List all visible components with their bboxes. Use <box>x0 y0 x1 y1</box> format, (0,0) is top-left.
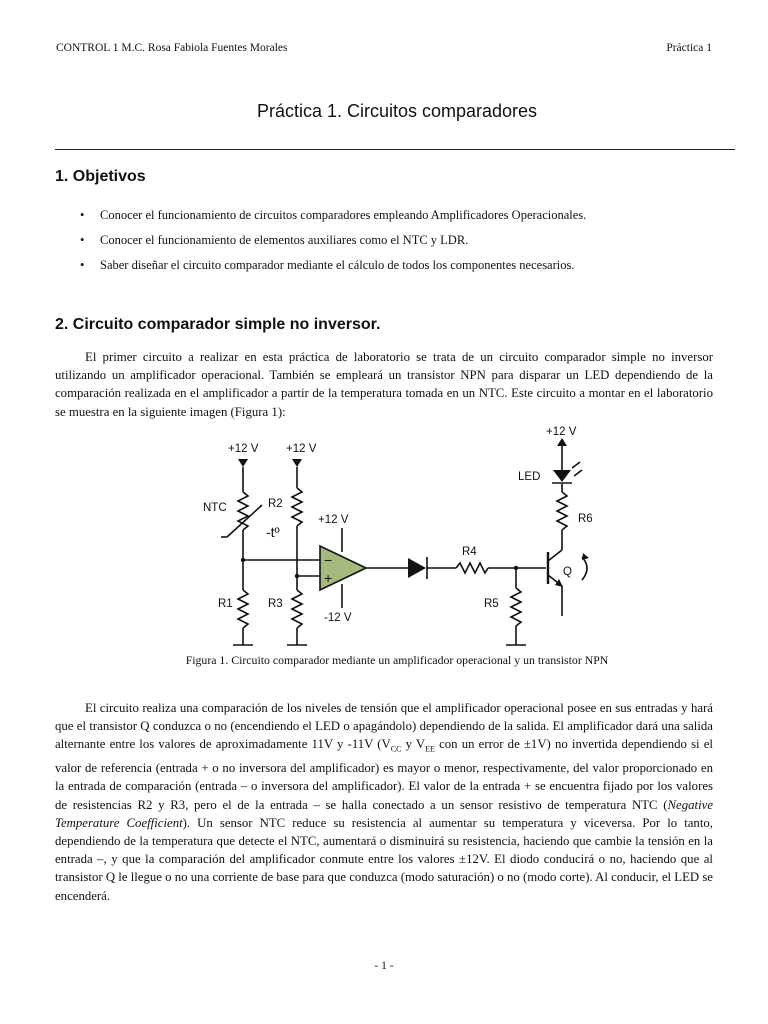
figure-caption: Figura 1. Circuito comparador mediante un amplificador operacional y un transistor NPN <box>185 653 609 667</box>
vcc-led-label: +12 V <box>546 426 577 438</box>
vcc-led-arrow <box>557 438 567 446</box>
transistor-q-label: Q <box>563 566 572 578</box>
page-number: - 1 - <box>374 960 394 972</box>
para2-sub-ee: EE <box>425 744 435 754</box>
ntc-label: NTC <box>203 502 227 514</box>
para2-part-c: con un error de ±1V) no invertida dependiendo si el valor de referencia (entrada + o no inversora del amplificador) es mayor o menor, respectivamente, del valor proporcionado en la entrada de comparación (entrada – o inversora del amplificador). El valor de la entrada + se encuentra fijado por los valores de resistencias R2 y R3, pero el de la entrada – se halla conectado a un sensor resistivo de temperatura NTC ( <box>55 737 713 812</box>
paragraph-intro: El primer circuito a realizar en esta práctica de laboratorio se trata de un circuito comparador simple no inversor utilizando un amplificador operacional. También se empleará un transistor NPN para disparar un LED dependiendo de la comparación realizada en el amplificador a partir de la temperatura tomada en un NTC. Este circuito a montar en el laboratorio se muestra en la siguiente imagen (Figura 1): <box>55 350 713 419</box>
emitter-arrow-icon <box>555 579 563 587</box>
junction-r2r3 <box>295 574 299 578</box>
diode-icon <box>408 558 426 578</box>
led-light-ray-1 <box>572 462 580 468</box>
r1-resistor <box>238 590 248 628</box>
list-item: • Conocer el funcionamiento de circuitos comparadores empleando Amplificadores Operacionales. <box>80 203 720 228</box>
r6-resistor <box>557 492 567 530</box>
r2-resistor <box>292 488 302 526</box>
header-left: CONTROL 1 M.C. Rosa Fabiola Fuentes Morales <box>56 42 288 54</box>
r4-resistor <box>456 563 488 573</box>
q-rotation-arrow <box>582 557 587 580</box>
r6-label: R6 <box>578 513 593 525</box>
r3-resistor <box>292 590 302 628</box>
opamp-minus-label: − <box>324 552 333 568</box>
led-light-ray-2 <box>574 470 582 476</box>
vcc-ntc-label: +12 V <box>228 443 259 455</box>
para2-part-d: ). Un sensor NTC reduce su resistencia al aumentar su temperatura y viceversa. Por lo tanto, dependiendo de la temperatura que detecte el NTC, aumentará o disminuirá su resistencia, haciendo que cambie la tensión en la entrada –, y que la comparación del amplificador conmute entre los valores ±12V. El diodo conducirá o no, haciendo que al transistor Q le llegue o no una corriente de base para que conduzca (modo saturación) o no (modo corte). Al conducir, el LED se encenderá. <box>55 815 713 903</box>
vcc-ntc-arrow <box>238 459 248 467</box>
ntc-resistor <box>238 492 248 530</box>
r1-label: R1 <box>218 598 233 610</box>
section-heading-objetivos: 1. Objetivos <box>55 168 146 185</box>
ntc-temp-label: -tº <box>266 524 280 540</box>
led-label: LED <box>518 471 541 483</box>
list-item: • Conocer el funcionamiento de elementos auxiliares como el NTC y LDR. <box>80 228 720 253</box>
para2-part-b: y V <box>401 737 426 752</box>
transistor-collector <box>548 550 562 561</box>
page-title: Práctica 1. Circuitos comparadores <box>256 101 538 121</box>
header-right: Práctica 1 <box>666 42 712 54</box>
para2-italic: Negative Temperature Coefficient <box>55 797 713 830</box>
paragraph-explanation <box>55 699 713 905</box>
para2-sub-cc: CC <box>390 744 402 754</box>
vcc-r2-label: +12 V <box>286 443 317 455</box>
q-rotation-arrowhead <box>582 553 589 560</box>
opamp-plus-label: + <box>324 570 333 586</box>
vcc-r2-arrow <box>292 459 302 467</box>
vcc-op-label: +12 V <box>318 514 349 526</box>
led-icon <box>553 470 571 482</box>
section-heading-comparador: 2. Circuito comparador simple no inversor. <box>55 316 381 333</box>
vee-op-label: -12 V <box>324 612 352 624</box>
r4-label: R4 <box>462 546 477 558</box>
r3-label: R3 <box>268 598 283 610</box>
r5-label: R5 <box>484 598 499 610</box>
r5-resistor <box>511 588 521 626</box>
list-item: • Saber diseñar el circuito comparador mediante el cálculo de todos los componentes necesarios. <box>80 253 720 278</box>
para2-part-a: El circuito realiza una comparación de los niveles de tensión que el amplificador operacional posee en sus entradas y hará que el transistor Q conduzca o no (encendiendo el LED o apagándolo) dependiendo de la salida. El amplificador dará una salida alternante entre los valores de aproximadamente 11V y -11V (V <box>55 701 713 752</box>
r2-label: R2 <box>268 498 283 510</box>
ntc-thermal-line <box>227 505 262 537</box>
junction-ntc <box>241 558 245 562</box>
